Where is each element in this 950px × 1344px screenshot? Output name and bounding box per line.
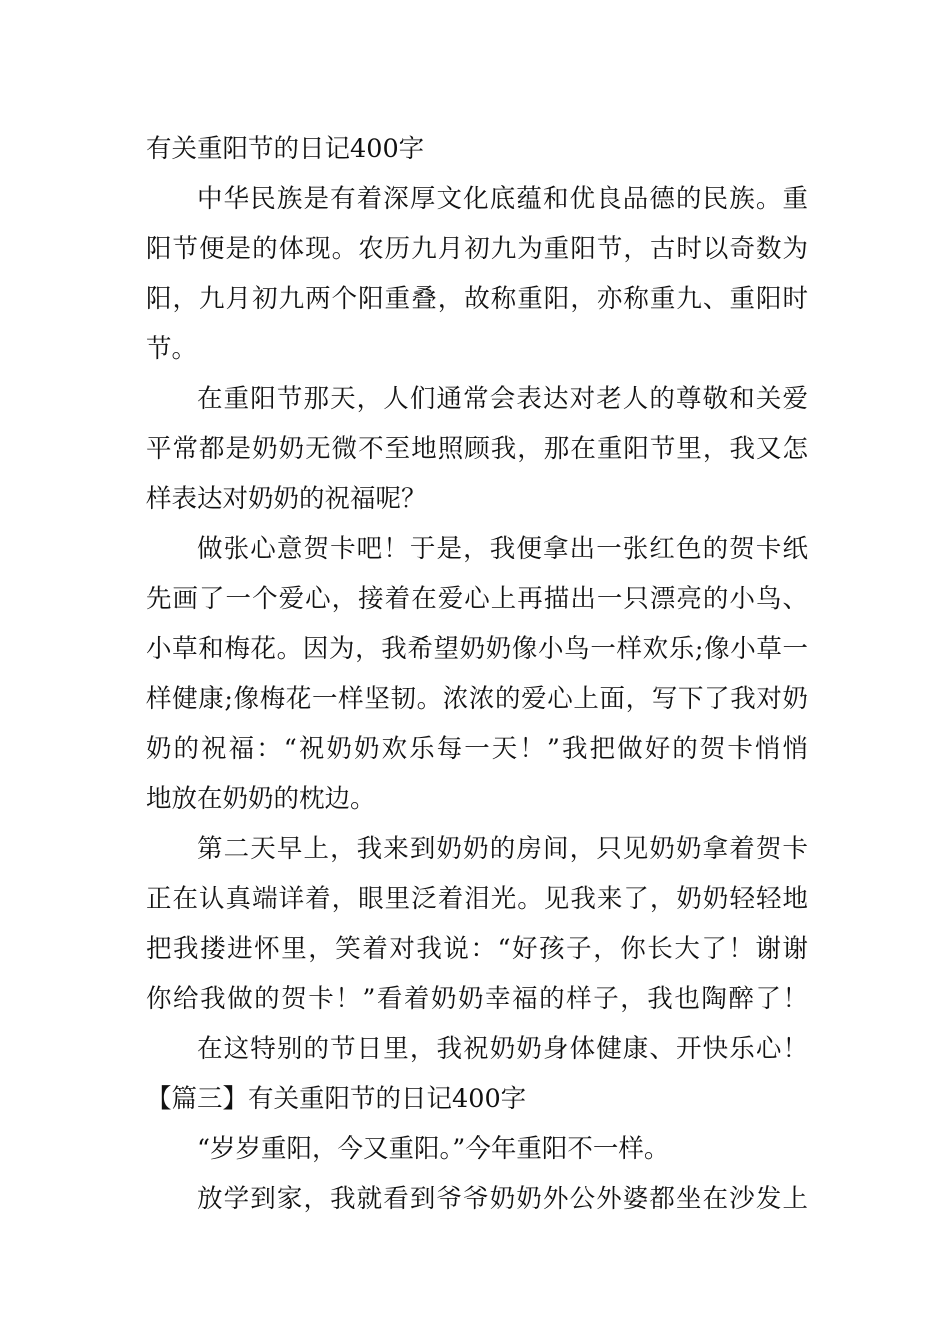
text-line: 地放在奶奶的枕边。 — [146, 784, 376, 814]
section-heading: 【篇三】有关重阳节的日记400字 — [146, 1084, 527, 1114]
text-line: 奶的祝福：“祝奶奶欢乐每一天！”我把做好的贺卡悄悄 — [146, 734, 808, 764]
document-title: 有关重阳节的日记400字 — [146, 134, 425, 164]
text-line: 第二天早上，我来到奶奶的房间，只见奶奶拿着贺卡 — [197, 834, 808, 864]
text-line: 小草和梅花。因为，我希望奶奶像小鸟一样欢乐;像小草一 — [146, 634, 808, 664]
text-line: 阳，九月初九两个阳重叠，故称重阳，亦称重九、重阳时 — [146, 284, 808, 314]
text-line: 放学到家，我就看到爷爷奶奶外公外婆都坐在沙发上 — [197, 1184, 808, 1214]
text-line: 平常都是奶奶无微不至地照顾我，那在重阳节里，我又怎 — [146, 434, 808, 464]
text-line: 正在认真端详着，眼里泛着泪光。见我来了，奶奶轻轻地 — [146, 884, 808, 914]
text-line: 在重阳节那天，人们通常会表达对老人的尊敬和关爱 — [197, 384, 808, 414]
text-line: 中华民族是有着深厚文化底蕴和优良品德的民族。重 — [197, 184, 808, 214]
text-line: 在这特别的节日里，我祝奶奶身体健康、开快乐心！ — [197, 1034, 808, 1064]
text-line: 节。 — [146, 334, 198, 364]
text-line: 你给我做的贺卡！”看着奶奶幸福的样子，我也陶醉了！ — [146, 984, 808, 1014]
text-line: 样表达对奶奶的祝福呢？ — [146, 484, 427, 514]
text-line: 阳节便是的体现。农历九月初九为重阳节，古时以奇数为 — [146, 234, 808, 264]
text-line: 把我搂进怀里，笑着对我说：“好孩子，你长大了！谢谢 — [146, 934, 808, 964]
text-line: 做张心意贺卡吧！于是，我便拿出一张红色的贺卡纸 — [197, 534, 808, 564]
text-line: 先画了一个爱心，接着在爱心上再描出一只漂亮的小鸟、 — [146, 584, 808, 614]
text-line: “岁岁重阳，今又重阳。”今年重阳不一样。 — [197, 1134, 670, 1164]
text-line: 样健康;像梅花一样坚韧。浓浓的爱心上面，写下了我对奶 — [146, 684, 808, 714]
